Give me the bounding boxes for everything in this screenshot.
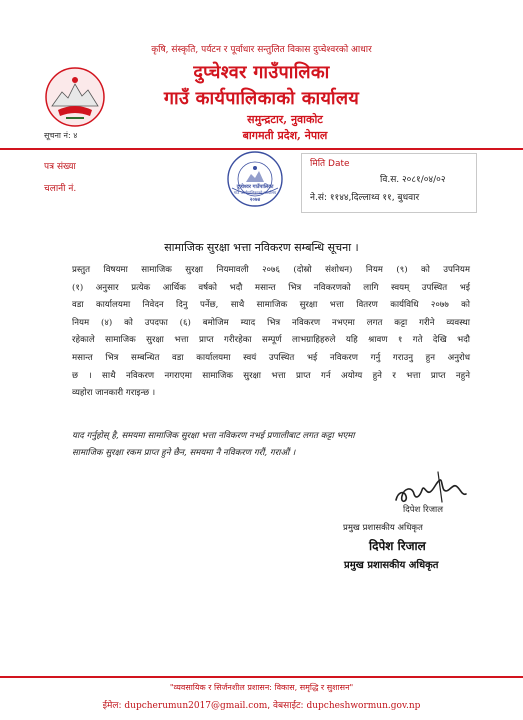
footer-divider xyxy=(0,676,523,678)
footer-contact xyxy=(0,698,523,711)
website-label: , वेबसाईट: xyxy=(267,701,304,711)
office-name: गाउँ कार्यपालिकाको कार्यालय xyxy=(163,88,360,109)
signatory-name: दिपेश रिजाल xyxy=(403,505,443,515)
reminder-note xyxy=(72,428,470,462)
reminder-line: सामाजिक सुरक्षा रकम प्राप्त हुने छैन, समयमा नै नविकरण गरौं, गराऔं । xyxy=(72,448,296,458)
letter-number-label: पत्र संख्या xyxy=(44,162,76,172)
reminder-line: याद गर्नुहोस् है, समयमा सामाजिक सुरक्षा भत्ता नविकरण नभई प्रणालीबाट लगत कट्टा भएमा xyxy=(72,431,355,441)
stamp-text-mid: गाउँ कार्यपालिकाको कार्यालय xyxy=(233,190,277,195)
website-link[interactable]: dupcheshwormun.gov.np xyxy=(306,701,421,711)
footer-motto: "व्यवसायिक र सिर्जनशील प्रशासन: विकास, समृद्धि र सुशासन" xyxy=(169,683,354,692)
header-motto: कृषि, संस्कृति, पर्यटन र पूर्वाधार सन्तुलित विकास दुप्चेश्वरको आधार xyxy=(151,45,372,55)
signatory-name-stamp: दिपेश रिजाल xyxy=(369,539,426,553)
address-line-1: समुन्द्रटार, नुवाकोट xyxy=(247,113,323,126)
body-line: प्रस्तुत विषयमा सामाजिक सुरक्षा नियमावली २०७६ (दोस्रो संशोधन) नियम (९) को उपनियम xyxy=(72,265,470,275)
body-line: वडा कार्यालयमा निवेदन दिनु पर्नेछ, साथै सामाजिक सुरक्षा भत्ता वितरण कार्यविधि २०७७ को xyxy=(72,300,470,311)
signatory-title: प्रमुख प्रशासकीय अधिकृत xyxy=(343,523,423,533)
date-nepal-sambat: ने.सं: ११४४,दिल्लाथ्व ११, बुधवार xyxy=(310,193,420,203)
stamp-year: २०७४ xyxy=(249,197,261,203)
notice-subject: सामाजिक सुरक्षा भत्ता नविकरण सम्बन्धि सूचना । xyxy=(164,241,359,254)
notice-body xyxy=(72,262,470,403)
date-bs: वि.स. २०८१/०४/०२ xyxy=(380,175,446,185)
address-line-2: बागमती प्रदेश, नेपाल xyxy=(242,129,328,142)
body-line: (१) अनुसार प्रत्येक आर्थिक वर्षको भदौ मसान्त भित्र नविकरणको लागि स्वयम् उपस्थित भई xyxy=(72,282,470,293)
date-label: मिति Date xyxy=(310,159,350,169)
dispatch-number-label: चलानी नं. xyxy=(44,184,77,194)
body-line: छ । साथै नविकरण नगराएमा सामाजिक सुरक्षा भत्ता प्राप्त गर्न अयोग्य हुने र भत्ता प्राप्त नहुने xyxy=(72,370,470,381)
email-label: ईमेल: xyxy=(102,701,122,711)
body-line: रहेकाले सामाजिक सुरक्षा भत्ता प्राप्त गरीरहेका सम्पूर्ण लाभग्राहिहरुले यहि श्रावण १ गते देखि भदौ xyxy=(72,335,470,346)
stamp-text-top: दुप्चेश्वर गाउँपालिका xyxy=(236,184,274,190)
body-line: मसान्त भित्र सम्बन्धित वडा कार्यालयमा स्वयं उपस्थित भई नविकरण गर्नु गराउनु हुन अनुरोध xyxy=(72,352,470,363)
body-line: नियम (४) को उपदफा (६) बमोजिम म्याद भित्र नविकरण नभएमा लगत कट्टा गरीने व्यवस्था xyxy=(72,317,470,328)
email-link[interactable]: dupcherumun2017@gmail.com xyxy=(124,701,268,711)
notice-number: सूचना नं: ४ xyxy=(44,131,78,140)
org-name: दुप्चेश्वर गाउँपालिका xyxy=(193,62,330,83)
signatory-title-stamp: प्रमुख प्रशासकीय अधिकृत xyxy=(344,560,439,571)
body-line: व्यहोरा जानकारी गराइन्छ । xyxy=(72,388,156,399)
